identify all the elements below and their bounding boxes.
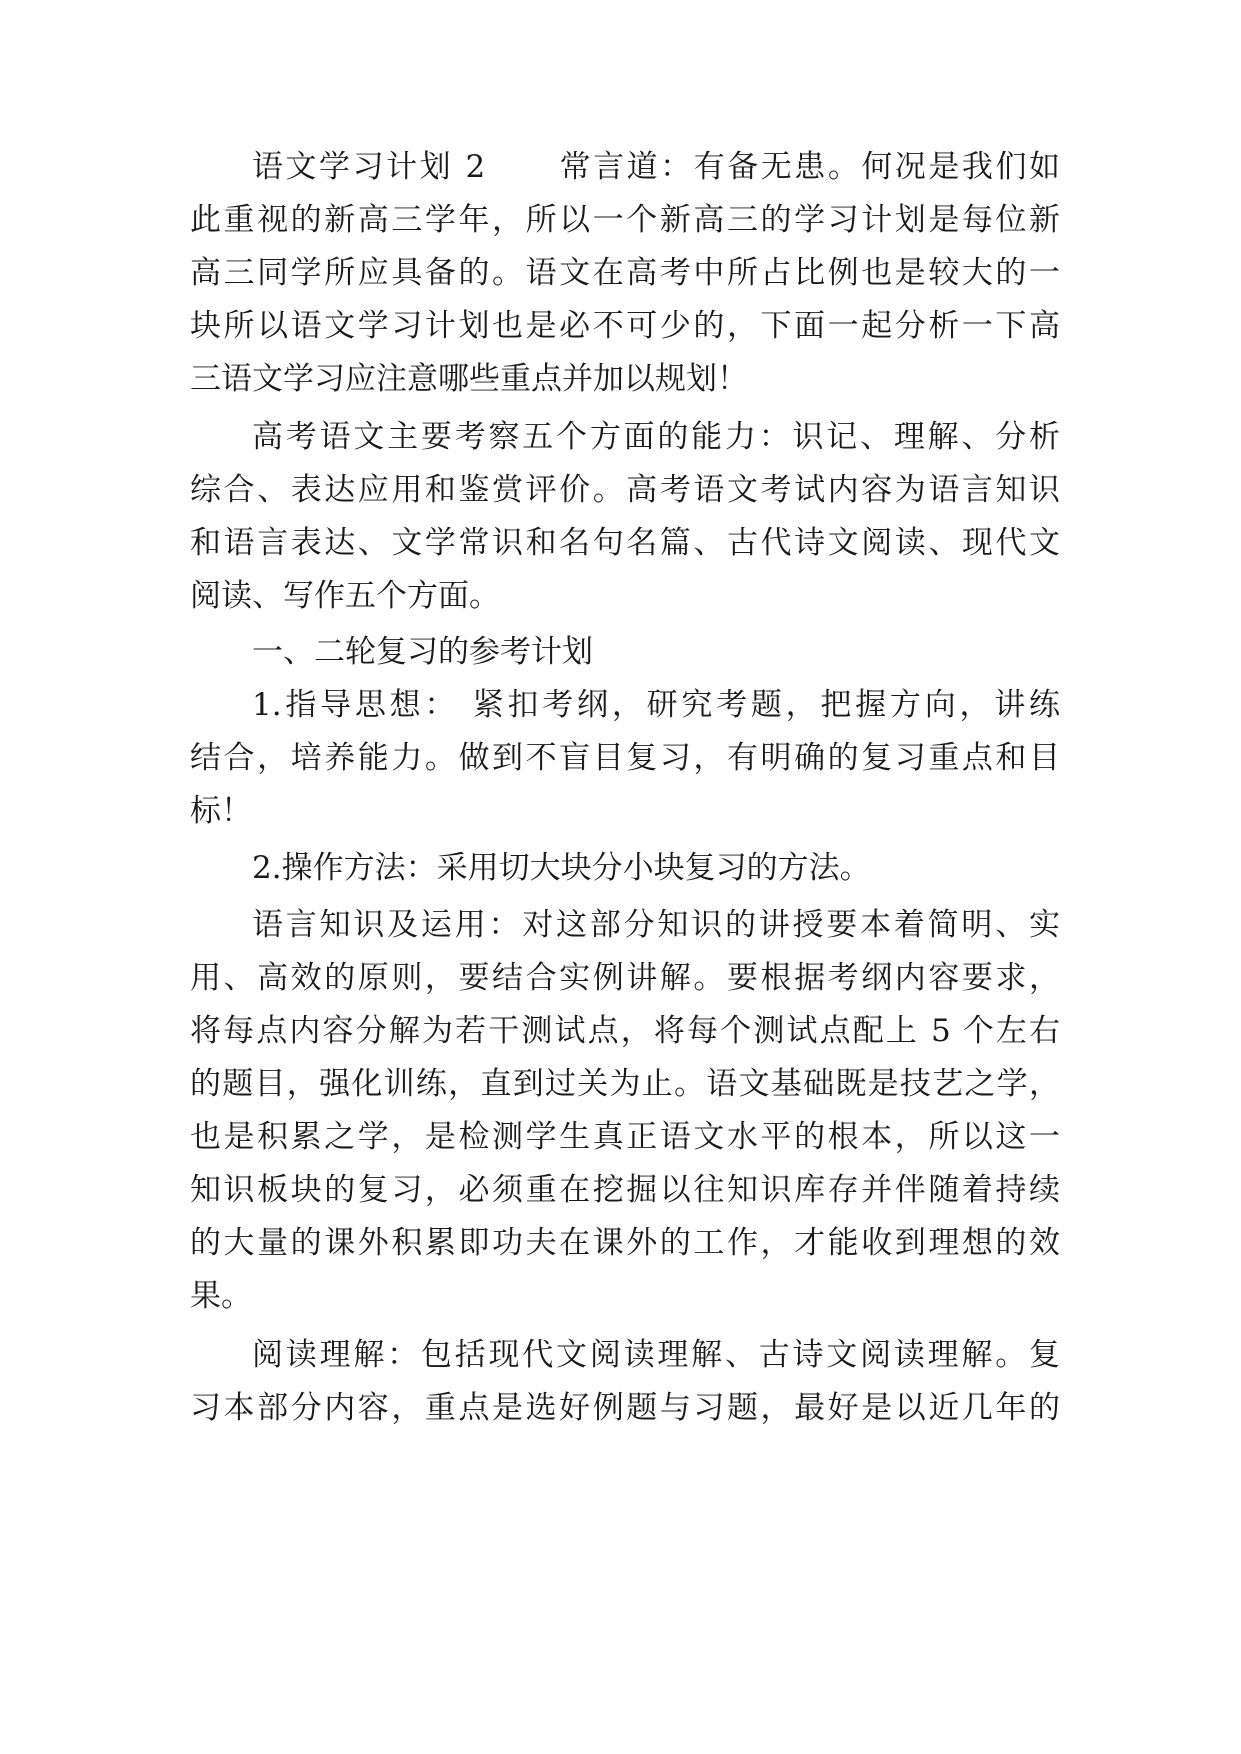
paragraph-line: 高考语文主要考察五个方面的能力：识记、理解、分析: [252, 419, 1060, 455]
paragraph-line: 语文学习计划 2 常言道：有备无患。何况是我们如: [252, 149, 1060, 185]
paragraph-line: 果。: [190, 1278, 252, 1314]
paragraph-line: 此重视的新高三学年，所以一个新高三的学习计划是每位新: [190, 202, 1060, 238]
paragraph-line: 标！: [190, 793, 252, 829]
paragraph-line: 三语文学习应注意哪些重点并加以规划！: [190, 361, 748, 397]
paragraph-line: 高三同学所应具备的。语文在高考中所占比例也是较大的一: [190, 255, 1060, 291]
paragraph-line: 2.操作方法：采用切大块分小块复习的方法。: [252, 850, 871, 886]
paragraph-line: 阅读理解：包括现代文阅读理解、古诗文阅读理解。复: [252, 1337, 1060, 1373]
paragraph-line: 的大量的课外积累即功夫在课外的工作，才能收到理想的效: [190, 1225, 1060, 1261]
paragraph-line: 阅读、写作五个方面。: [190, 578, 500, 614]
paragraph-line: 综合、表达应用和鉴赏评价。高考语文考试内容为语言知识: [190, 472, 1060, 508]
paragraph-line: 和语言表达、文学常识和名句名篇、古代诗文阅读、现代文: [190, 525, 1060, 561]
paragraph-line: 的题目，强化训练，直到过关为止。语文基础既是技艺之学，: [190, 1066, 1060, 1102]
section-heading: 一、二轮复习的参考计划: [252, 634, 593, 670]
paragraph-line: 1.指导思想： 紧扣考纲，研究考题，把握方向，讲练: [252, 687, 1060, 723]
paragraph-line: 块所以语文学习计划也是必不可少的，下面一起分析一下高: [190, 308, 1060, 344]
paragraph-line: 将每点内容分解为若干测试点，将每个测试点配上 5 个左右: [190, 1013, 1060, 1049]
paragraph-line: 也是积累之学，是检测学生真正语文水平的根本，所以这一: [190, 1119, 1060, 1155]
paragraph-line: 知识板块的复习，必须重在挖掘以往知识库存并伴随着持续: [190, 1172, 1060, 1208]
paragraph-line: 用、高效的原则，要结合实例讲解。要根据考纲内容要求，: [190, 960, 1060, 996]
paragraph-line: 习本部分内容，重点是选好例题与习题，最好是以近几年的: [190, 1390, 1060, 1426]
paragraph-line: 语言知识及运用：对这部分知识的讲授要本着简明、实: [252, 907, 1060, 943]
paragraph-line: 结合，培养能力。做到不盲目复习，有明确的复习重点和目: [190, 740, 1060, 776]
